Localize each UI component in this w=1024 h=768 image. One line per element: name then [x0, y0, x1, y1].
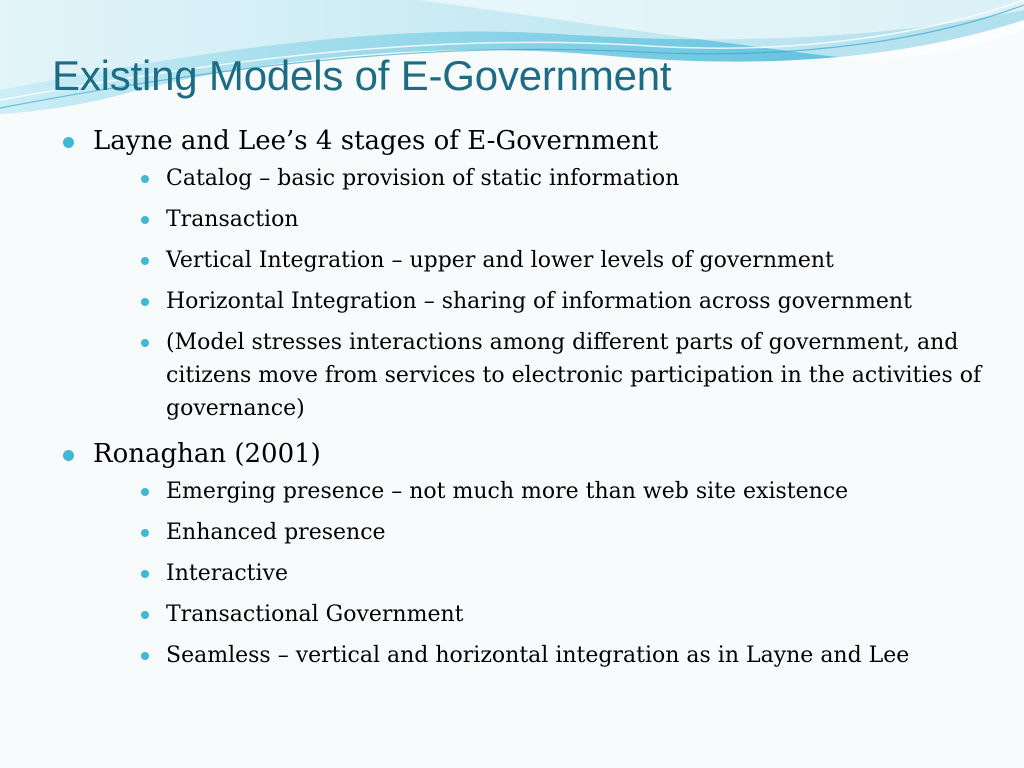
list-item: (Model stresses interactions among different parts of government, and citizens move from services to electronic participation in the activities of governance) [93, 326, 1000, 425]
list-item: Vertical Integration – upper and lower levels of government [93, 244, 1000, 277]
section-layne-lee [60, 122, 1000, 425]
bullet-icon [141, 488, 149, 496]
list-item: Horizontal Integration – sharing of information across government [93, 285, 1000, 318]
bullet-icon [63, 137, 74, 148]
slide-title: Existing Models of E-Government [52, 52, 672, 99]
bullet-icon [141, 529, 149, 537]
bullet-icon [141, 175, 149, 183]
list-item: Enhanced presence [93, 516, 1000, 549]
bullet-icon [141, 339, 149, 347]
list-item: Transactional Government [93, 598, 1000, 631]
bullet-icon [63, 450, 74, 461]
bullet-icon [141, 652, 149, 660]
section-heading: Ronaghan (2001) [93, 439, 321, 469]
list-item: Transaction [93, 203, 1000, 236]
bullet-icon [141, 216, 149, 224]
list-item: Seamless – vertical and horizontal integration as in Layne and Lee [93, 639, 1000, 672]
bullet-icon [141, 257, 149, 265]
bullet-icon [141, 298, 149, 306]
section-heading: Layne and Lee’s 4 stages of E-Government [93, 126, 659, 156]
slide-body [60, 122, 1000, 680]
section-ronaghan [60, 435, 1000, 672]
bullet-icon [141, 570, 149, 578]
list-item: Catalog – basic provision of static information [93, 162, 1000, 195]
list-item: Emerging presence – not much more than web site existence [93, 475, 1000, 508]
list-item: Interactive [93, 557, 1000, 590]
bullet-icon [141, 611, 149, 619]
